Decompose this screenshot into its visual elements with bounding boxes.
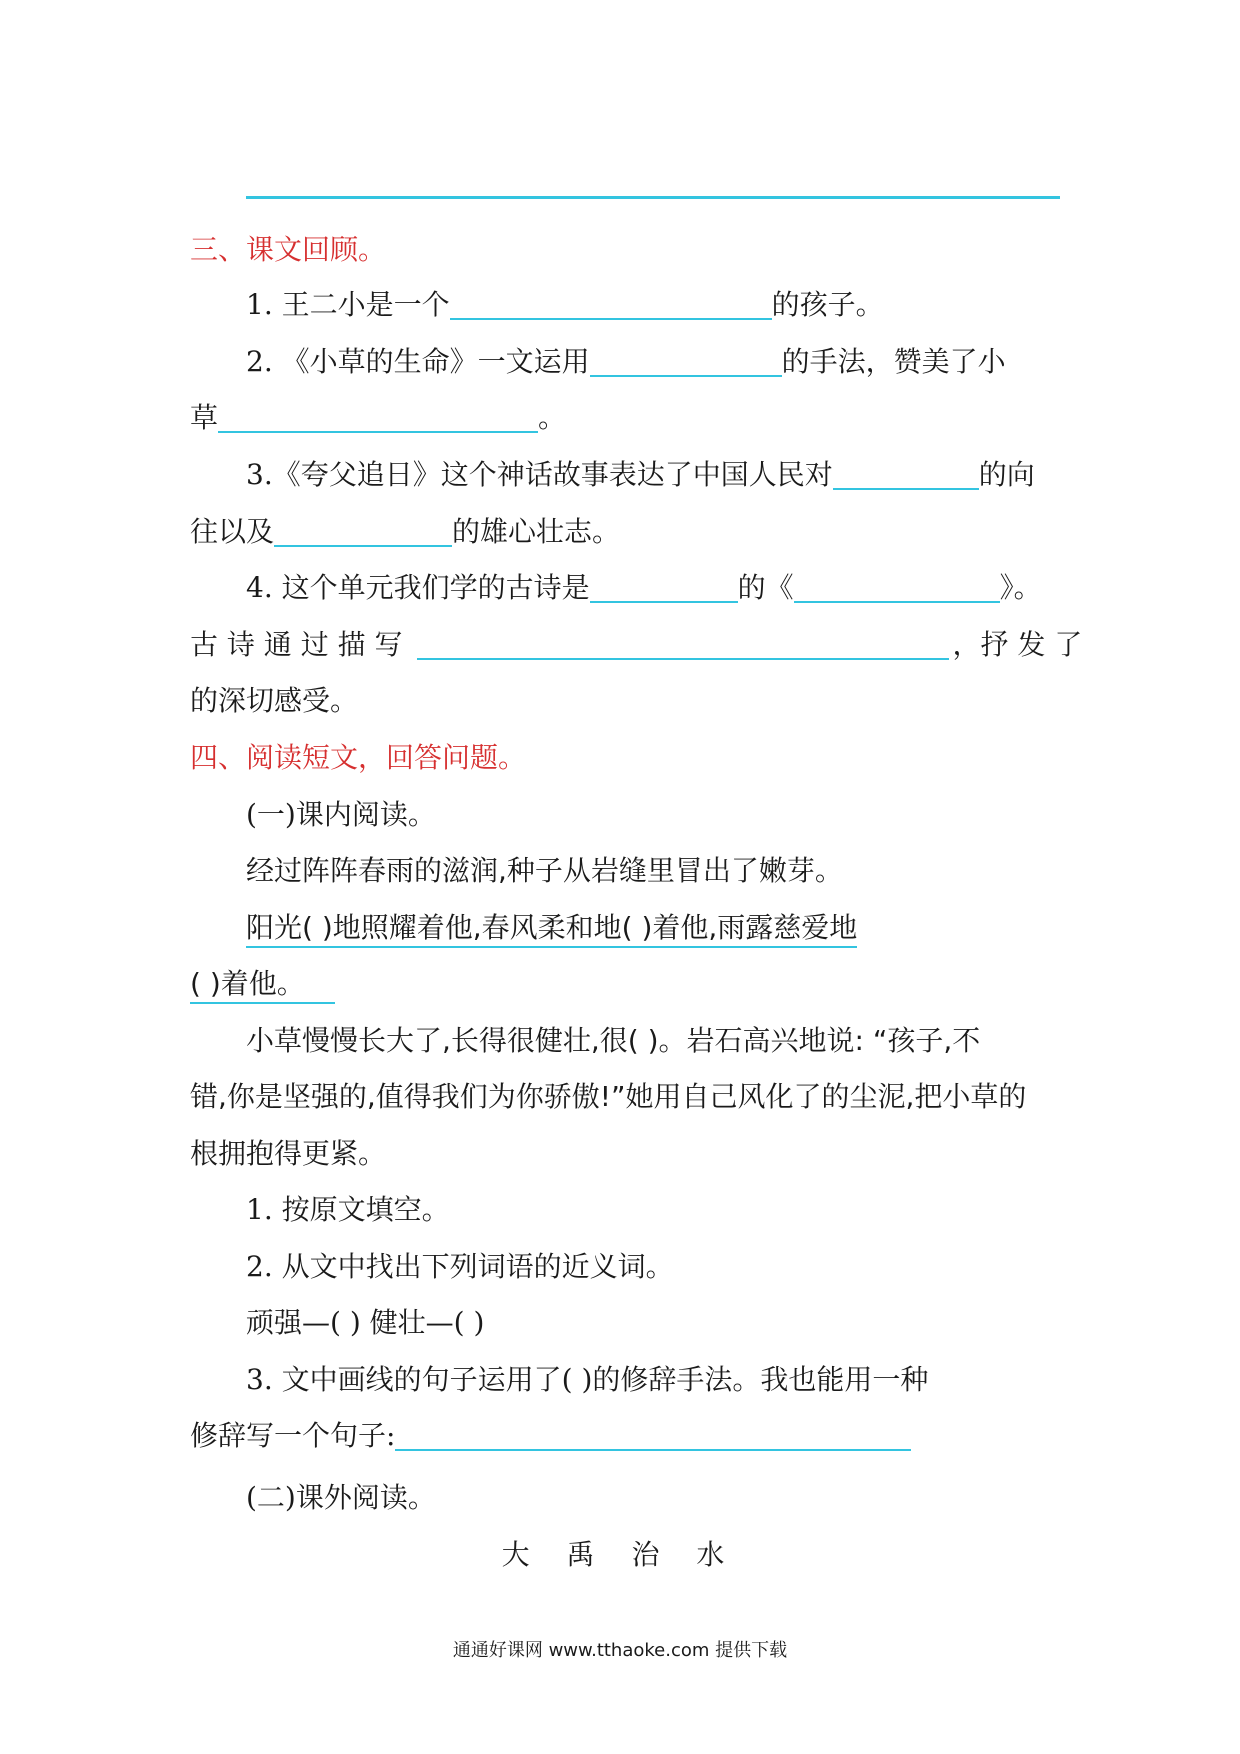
q2-text-pre: 2. 《小草的生命》一文运用 [246, 345, 590, 378]
q3-write-prompt: 修辞写一个句子: [190, 1419, 396, 1452]
q4-text-l2-pre: 古 诗 通 过 描 写 [190, 628, 403, 661]
passage1-line3 [190, 964, 335, 1004]
passage1-line6: 根拥抱得更紧。 [190, 1137, 387, 1170]
passage1-line4: 小草慢慢长大了,长得很健壮,很( )。岩石高兴地说: “孩子,不 [246, 1024, 981, 1057]
question-3-4-line2 [190, 625, 1082, 665]
passage1-line5: 错,你是坚强的,值得我们为你骄傲!”她用自己风化了的尘泥,把小草的 [190, 1080, 1027, 1113]
q3-text-mid: 的向 [978, 458, 1035, 491]
reading-question-2-items: 顽强—( ) 健壮—( ) [246, 1306, 485, 1339]
story-title: 大 禹 治 水 [501, 1538, 739, 1571]
q2-text-mid: 的手法，赞美了小 [781, 345, 1006, 378]
q1-text-post: 的孩子。 [771, 288, 884, 321]
q2-blank-1[interactable] [590, 345, 782, 377]
part1-title: (一)课内阅读。 [246, 798, 436, 831]
q3-blank-1[interactable] [833, 458, 979, 490]
section4-heading: 四、阅读短文，回答问题。 [190, 741, 527, 774]
reading-question-2: 2. 从文中找出下列词语的近义词。 [246, 1250, 674, 1283]
section3-heading: 三、课文回顾。 [190, 233, 387, 266]
q3-text-pre: 3.《夸父追日》这个神话故事表达了中国人民对 [246, 458, 833, 491]
question-3-3-line2 [190, 512, 620, 552]
q4-text-l2-post: ，抒 发 了 [952, 628, 1083, 661]
underlined-sentence-part1: 阳光( )地照耀着他,春风柔和地( )着他,雨露慈爱地 [246, 911, 857, 948]
q1-text-pre: 1. 王二小是一个 [246, 288, 450, 321]
question-3-2 [246, 342, 1006, 382]
reading-question-3: 3. 文中画线的句子运用了( )的修辞手法。我也能用一种 [246, 1363, 929, 1396]
q4-blank-2[interactable] [794, 571, 1000, 603]
q4-text-post: 》。 [999, 571, 1042, 604]
q3-sentence-blank[interactable] [395, 1419, 911, 1451]
q4-blank-3[interactable] [417, 628, 949, 660]
q2-blank-2[interactable] [218, 401, 538, 433]
q4-text-pre: 4. 这个单元我们学的古诗是 [246, 571, 590, 604]
question-3-2-line2 [190, 398, 566, 438]
reading-question-3-line2 [190, 1416, 911, 1456]
q3-text-l2-post: 的雄心壮志。 [452, 515, 621, 548]
q4-text-mid: 的《 [737, 571, 794, 604]
reading-question-1: 1. 按原文填空。 [246, 1193, 450, 1226]
question-3-4 [246, 568, 1042, 608]
q3-text-l2-pre: 往以及 [190, 515, 275, 548]
question-3-4-line3: 的深切感受。 [190, 684, 359, 717]
passage1-line2 [246, 908, 857, 948]
underlined-sentence-part2: ( )着他。 [190, 967, 335, 1004]
q2-text-l2-post: 。 [538, 401, 567, 434]
question-3-3 [246, 455, 1035, 495]
page-footer: 通通好课网 www.tthaoke.com 提供下载 [452, 1640, 788, 1661]
q1-blank[interactable] [450, 288, 772, 320]
answer-line-top[interactable] [246, 196, 1060, 199]
q3-blank-2[interactable] [274, 515, 452, 547]
passage1-line1: 经过阵阵春雨的滋润,种子从岩缝里冒出了嫩芽。 [246, 854, 843, 887]
part2-title: (二)课外阅读。 [246, 1481, 436, 1514]
question-3-1 [246, 285, 884, 325]
q2-text-l2-pre: 草 [190, 401, 219, 434]
q4-blank-1[interactable] [590, 571, 738, 603]
